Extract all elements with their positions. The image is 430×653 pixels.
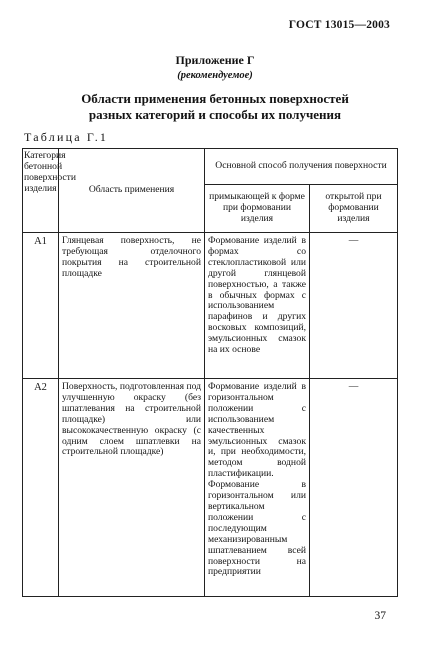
table-header-row <box>23 149 398 185</box>
page-title <box>0 91 430 123</box>
row-area: Поверхность, подготовленная под улучшенную окраску (без шпатлевания на строительной площадке) или высококачественную окраску (с одним слоем шпатлевки на строительной площадке) <box>59 379 205 597</box>
table-row <box>23 379 398 597</box>
row-method-open: — <box>310 379 398 597</box>
table-row <box>23 233 398 379</box>
appendix-subtitle: (рекомендуемое) <box>177 70 253 81</box>
header-area: Область применения <box>59 149 205 233</box>
row-method-adjacent: Формование изделий в горизонтальном положении с использованием качественных эмульсионных смазок и, при необходимости, методом водной пластификации. Формование в горизонтальном или вертикальном положении с последующим механизированным шпатлеванием всей поверхности на предприятии <box>205 379 310 597</box>
row-method-adjacent: Формование изделий в формах со стеклопластиковой или другой глянцевой поверхностью, а также в обычных формах с использованием парафинов и других восковых композиций, эмульсионных смазок на их основе <box>205 233 310 379</box>
title-line-1: Области применения бетонных поверхностей <box>81 91 349 106</box>
row-area: Глянцевая поверхность, не требующая отделочного покрытия на строительной площадке <box>59 233 205 379</box>
row-method-open: — <box>310 233 398 379</box>
appendix-title: Приложение Г <box>175 53 255 67</box>
title-line-2: разных категорий и способы их получения <box>88 107 342 122</box>
header-adjacent: примыкающей к форме при формовании изделия <box>205 185 310 233</box>
gost-code: ГОСТ 13015—2003 <box>288 19 390 31</box>
header-category: Категория бетонной поверхности изделия <box>23 149 59 233</box>
table-label: Таблица Г.1 <box>24 130 109 144</box>
header-open: открытой при формовании изделия <box>310 185 398 233</box>
row-category: А2 <box>23 379 59 597</box>
data-table <box>22 148 398 597</box>
header-method: Основной способ получения поверхности <box>205 149 398 185</box>
row-category: А1 <box>23 233 59 379</box>
page-number: 37 <box>374 610 386 622</box>
